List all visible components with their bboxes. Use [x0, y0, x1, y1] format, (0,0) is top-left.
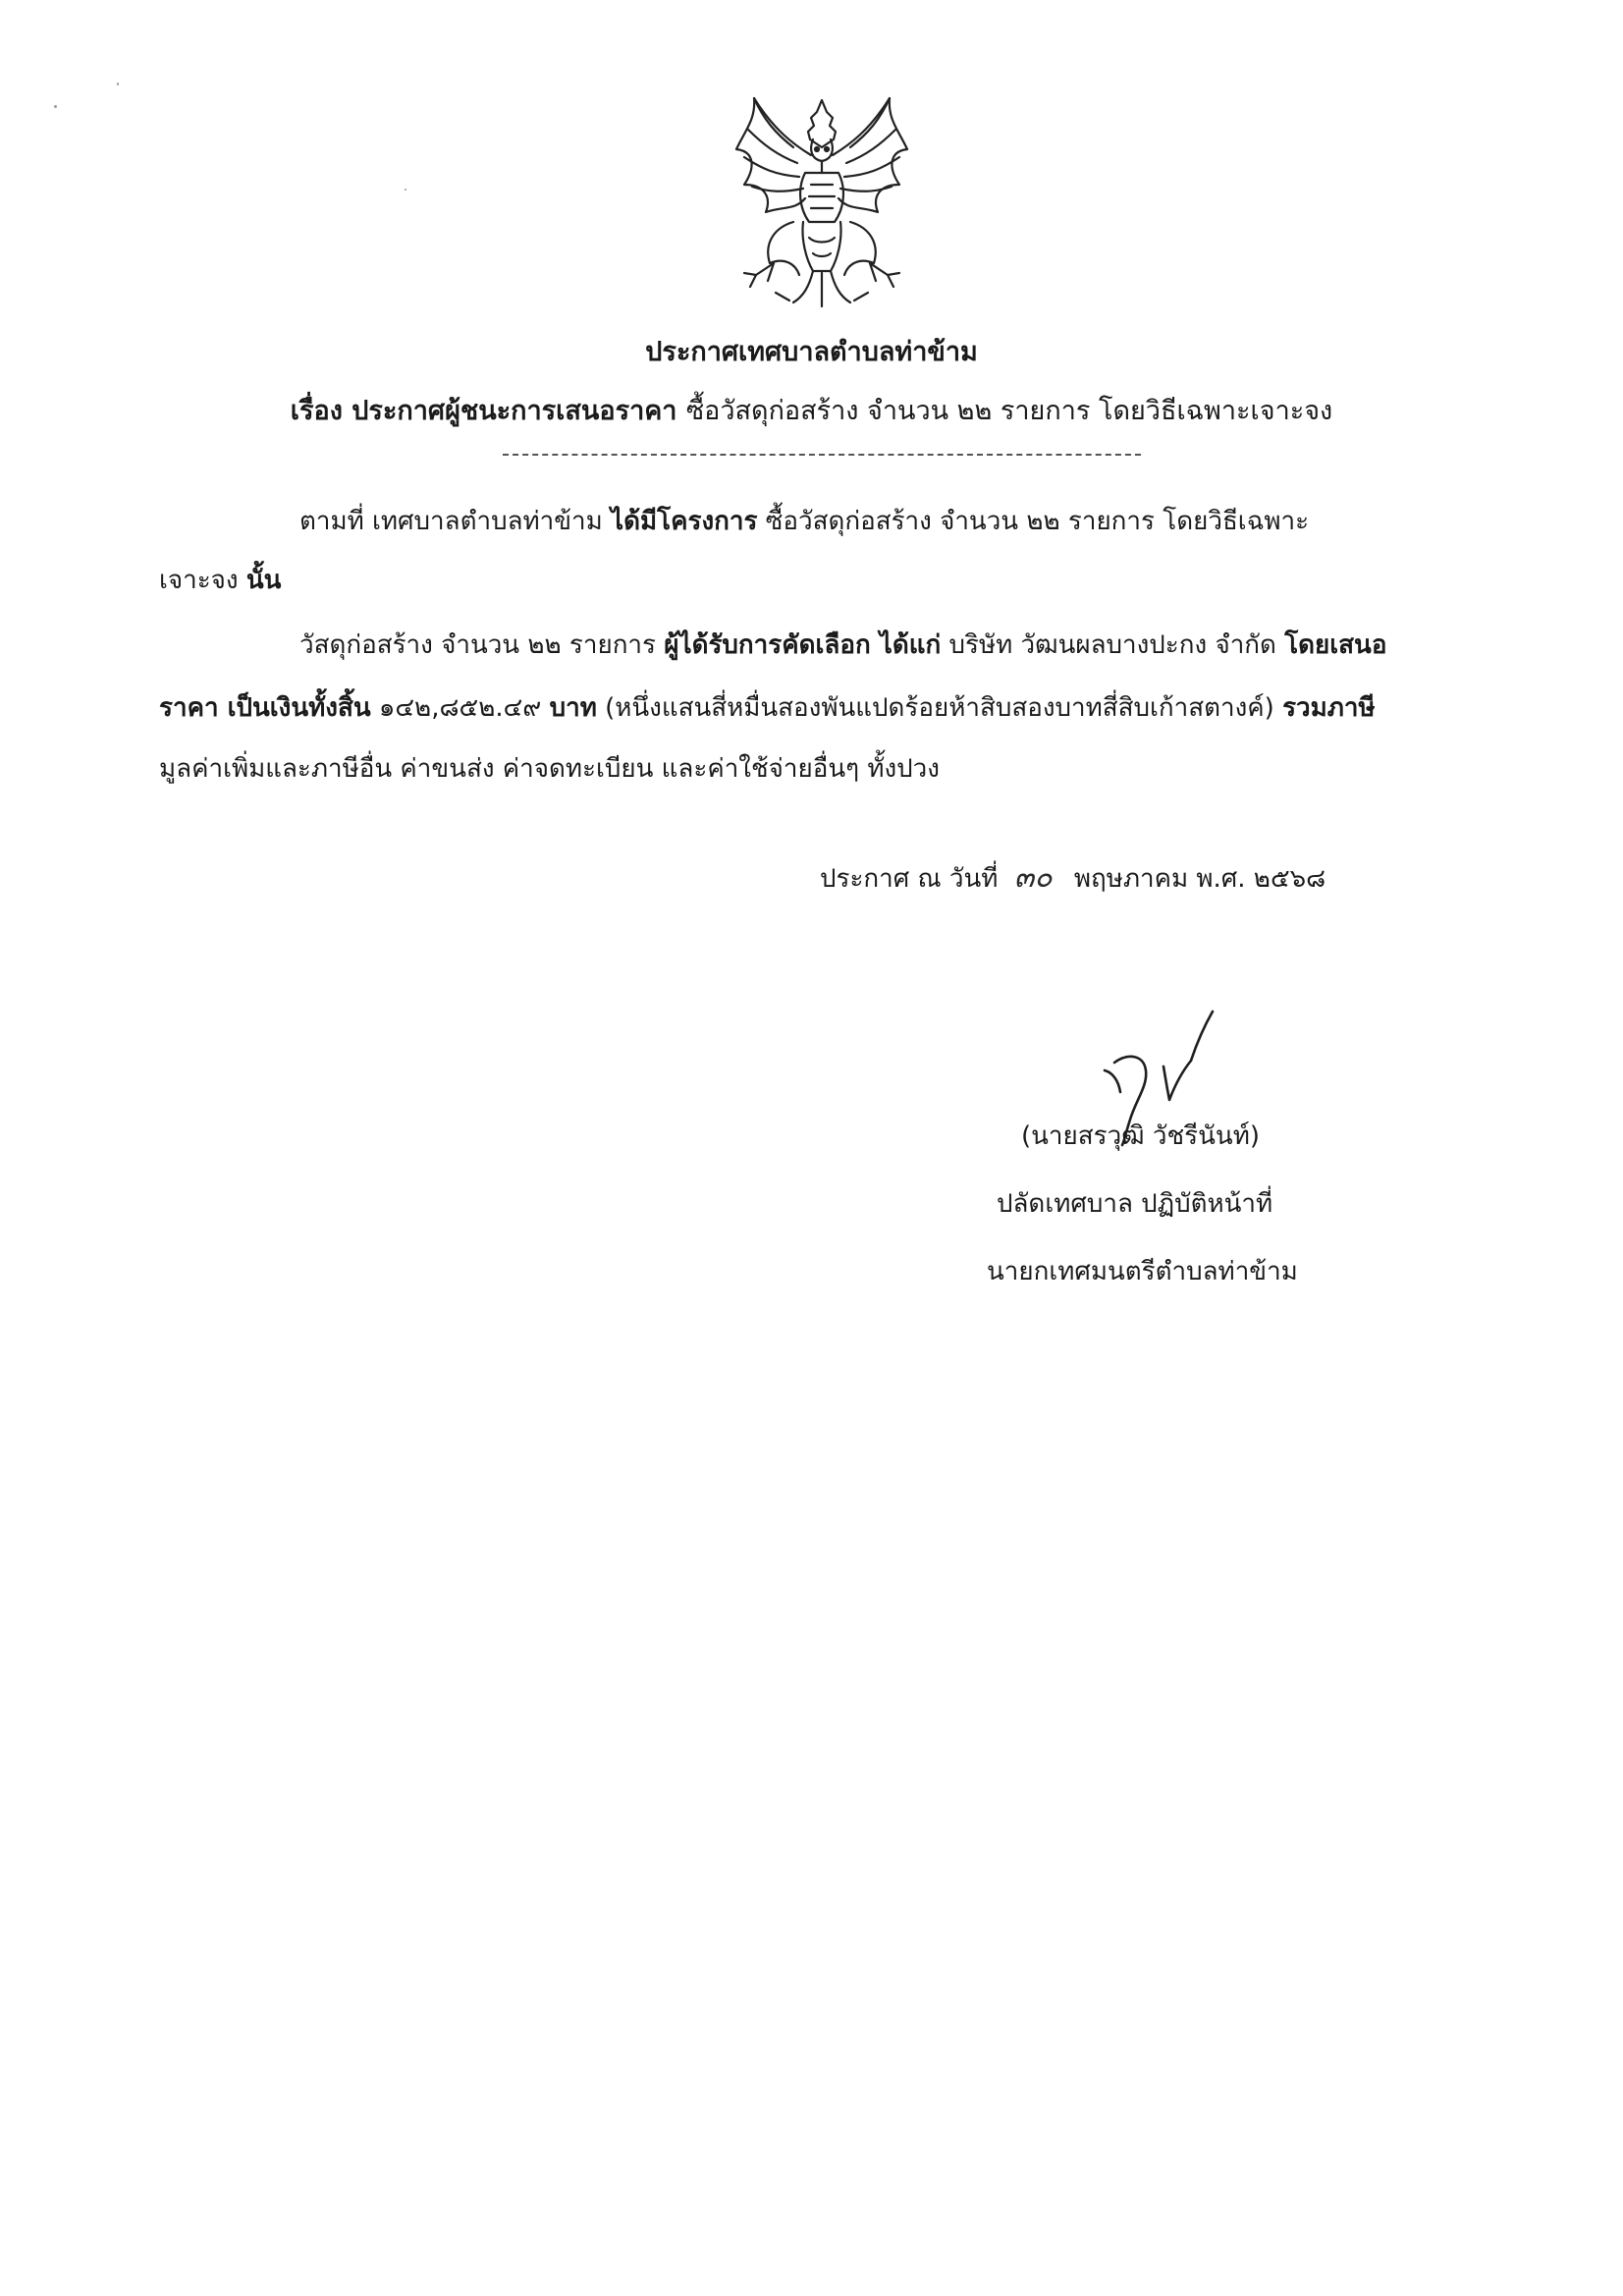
p2-total-label: ราคา เป็นเงินทั้งสิ้น: [159, 693, 371, 723]
signatory-position-1-text: ปลัดเทศบาล ปฏิบัติหน้าที่: [997, 1189, 1273, 1219]
p1-text-e: นั้น: [245, 566, 282, 595]
p2-baht-label: บาท: [549, 693, 597, 723]
dashed-separator: [503, 454, 1141, 456]
scan-speck: [117, 82, 119, 85]
signatory-position-1: [997, 1186, 1623, 1222]
p2-amount-words: (หนึ่งแสนสี่หมื่นสองพันแปดร้อยห้าสิบสองบาทสี่สิบเก้าสตางค์): [605, 693, 1274, 723]
date-month-year: พฤษภาคม พ.ศ. ๒๕๖๘: [1073, 864, 1326, 894]
p1-text-c: ซื้อวัสดุก่อสร้าง จำนวน ๒๒ รายการ โดยวิธีเฉพาะ: [765, 507, 1310, 536]
paragraph-2-line-2: [159, 690, 1376, 726]
p2-selected-label: ผู้ได้รับการคัดเลือก ได้แก่: [664, 630, 942, 660]
subject-rest: ซื้อวัสดุก่อสร้าง จำนวน ๒๒ รายการ โดยวิธีเฉพาะเจาะจง: [685, 396, 1333, 426]
p1-text-d: เจาะจง: [159, 566, 239, 595]
paragraph-2-line-1: [299, 628, 1386, 663]
p1-text-b: ได้มีโครงการ: [611, 507, 758, 536]
p2-amount: ๑๔๒,๘๕๒.๔๙: [378, 693, 542, 723]
date-prefix: ประกาศ ณ วันที่: [820, 864, 999, 894]
subject-prefix: เรื่อง ประกาศผู้ชนะการเสนอราคา: [290, 396, 677, 426]
paragraph-2-line-3: [159, 751, 940, 787]
paragraph-1-line-1: [299, 504, 1309, 539]
date-day: ๓๐: [1013, 860, 1053, 895]
announcement-title: [0, 330, 1623, 372]
title-text: ประกาศเทศบาลตำบลท่าข้าม: [645, 337, 978, 367]
p2-fees-text: มูลค่าเพิ่มและภาษีอื่น ค่าขนส่ง ค่าจดทะเบียน และค่าใช้จ่ายอื่นๆ ทั้งปวง: [159, 754, 940, 784]
announcement-subject: [0, 389, 1623, 431]
p2-company-name: บริษัท วัฒนผลบางปะกง จำกัด: [948, 630, 1276, 660]
p2-item-text: วัสดุก่อสร้าง จำนวน ๒๒ รายการ: [299, 630, 656, 660]
p2-vat-label: รวมภาษี: [1282, 693, 1376, 723]
p1-text-a: ตามที่ เทศบาลตำบลท่าข้าม: [299, 507, 603, 536]
signatory-position-2: [987, 1254, 1623, 1289]
announcement-date: [820, 860, 1325, 897]
garuda-emblem-icon: [715, 90, 929, 318]
scan-speck: [54, 105, 57, 108]
signatory-name-text: (นายสรวุฒิ วัชรีนันท์): [1021, 1121, 1260, 1151]
signatory-name: [1021, 1119, 1623, 1154]
scan-speck: [405, 189, 406, 191]
paragraph-1-line-2: [159, 563, 281, 598]
signatory-position-2-text: นายกเทศมนตรีตำบลท่าข้าม: [987, 1257, 1298, 1286]
p2-offer-label: โดยเสนอ: [1284, 630, 1387, 660]
